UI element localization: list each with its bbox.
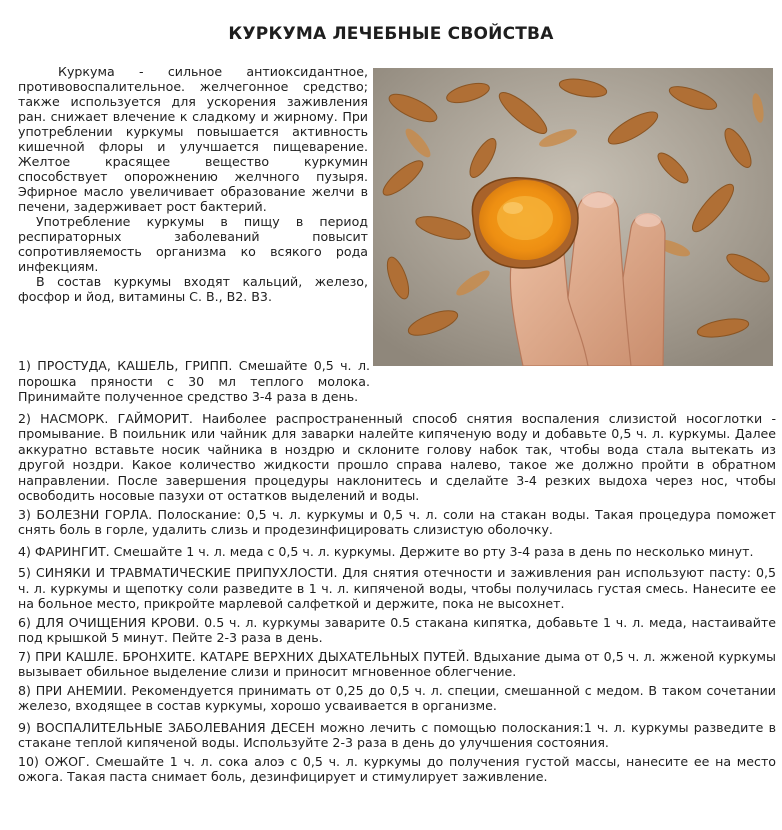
remedy-item: 8) ПРИ АНЕМИИ. Рекомендуется принимать от 0,25 до 0,5 ч. л. специи, смешанной с медом. В таком сочетании железо, входящее в состав куркумы, хорошо усваивается в организме. xyxy=(18,682,776,713)
remedy-item: 7) ПРИ КАШЛЕ. БРОНХИТЕ. КАТАРЕ ВЕРХНИХ ДЫХАТЕЛЬНЫХ ПУТЕЙ. Вдыхание дыма от 0,5 ч. л. жженой куркумы вызывает обильное выделение слизи и приносит мгновенное облегчение. xyxy=(18,648,776,679)
intro-paragraph: В состав куркумы входят кальций, железо, фосфор и йод, витамины С. В., В2. В3. xyxy=(18,274,368,304)
intro-paragraph: Употребление куркумы в пищу в период респираторных заболеваний повысит сопротивляемость организма ко всякого рода инфекциям. xyxy=(18,214,368,274)
remedy-item: 2) НАСМОРК. ГАЙМОРИТ. Наиболее распространенный способ снятия воспаления слизистой носоглотки - промывание. В поильник или чайник для заварки налейте кипяченую воду и добавьте 0,5 ч. л. куркумы. Далее аккуратно вставьте носик чайника в ноздрю и склоните голову набок так, чтобы вода стала вытекать из другой ноздри. Какое количество жидкости прошло справа налево, такое же должно пройти в обратном направлении. После завершения процедуры наклонитесь и сделайте 3-4 резких выдоха через нос, чтобы освободить носовые пазухи от остатков выделений и воды. xyxy=(18,410,776,503)
remedy-item: 10) ОЖОГ. Смешайте 1 ч. л. сока алоэ с 0,5 ч. л. куркумы до получения густой массы, нанесите ее на место ожога. Такая паста снимает боль, дезинфицирует и стимулирует заживление. xyxy=(18,753,776,784)
page-title: КУРКУМА ЛЕЧЕБНЫЕ СВОЙСТВА xyxy=(228,24,554,44)
remedy-item: 3) БОЛЕЗНИ ГОРЛА. Полоскание: 0,5 ч. л. куркумы и 0,5 ч. л. соли на стакан воды. Такая процедура поможет снять боль в горле, удалить слизь и продезинфицировать слизистую оболочку. xyxy=(18,506,776,537)
remedies-list xyxy=(18,358,776,788)
remedy-item: 9) ВОСПАЛИТЕЛЬНЫЕ ЗАБОЛЕВАНИЯ ДЕСЕН можно лечить с помощью полоскания:1 ч. л. куркумы разведите в стакане теплой кипяченой воды. Используйте 2-3 раза в день до улучшения состояния. xyxy=(18,719,776,750)
intro-text xyxy=(18,64,368,304)
turmeric-photo-illustration xyxy=(373,68,773,366)
remedy-item: 6) ДЛЯ ОЧИЩЕНИЯ КРОВИ. 0.5 ч. л. куркумы заварите 0.5 стакана кипятка, добавьте 1 ч. л. меда, настаивайте под крышкой 5 минут. Пейте 2-3 раза в день. xyxy=(18,614,776,645)
turmeric-root-photo xyxy=(373,68,773,366)
remedy-item: 4) ФАРИНГИТ. Смешайте 1 ч. л. меда с 0,5 ч. л. куркумы. Держите во рту 3-4 раза в день по несколько минут. xyxy=(18,543,754,559)
remedy-item: 5) СИНЯКИ И ТРАВМАТИЧЕСКИЕ ПРИПУХЛОСТИ. Для снятия отечности и заживления ран используют пасту: 0,5 ч. л. куркумы и щепотку соли разведите в 1 ч. л. кипяченой воды, чтобы получилась густая смесь. Нанесите ее на больное место, прикройте марлевой салфеткой и держите, пока не высохнет. xyxy=(18,565,776,611)
remedy-item: 1) ПРОСТУДА, КАШЕЛЬ, ГРИПП. Смешайте 0,5 ч. л. порошка пряности с 30 мл теплого молока. Принимайте полученное средство 3-4 раза в день. xyxy=(18,358,370,404)
intro-paragraph: Куркума - сильное антиоксидантное, противовоспалительное. желчегонное средство; также используется для ускорения заживления ран. снижает влечение к сладкому и жирному. При употреблении куркумы повышается активность кишечной флоры и улучшается пищеварение. Желтое красящее вещество куркумин способствует опорожнению желчного пузыря. Эфирное масло увеличивает образование желчи в печени, задерживает рост бактерий. xyxy=(18,64,368,214)
